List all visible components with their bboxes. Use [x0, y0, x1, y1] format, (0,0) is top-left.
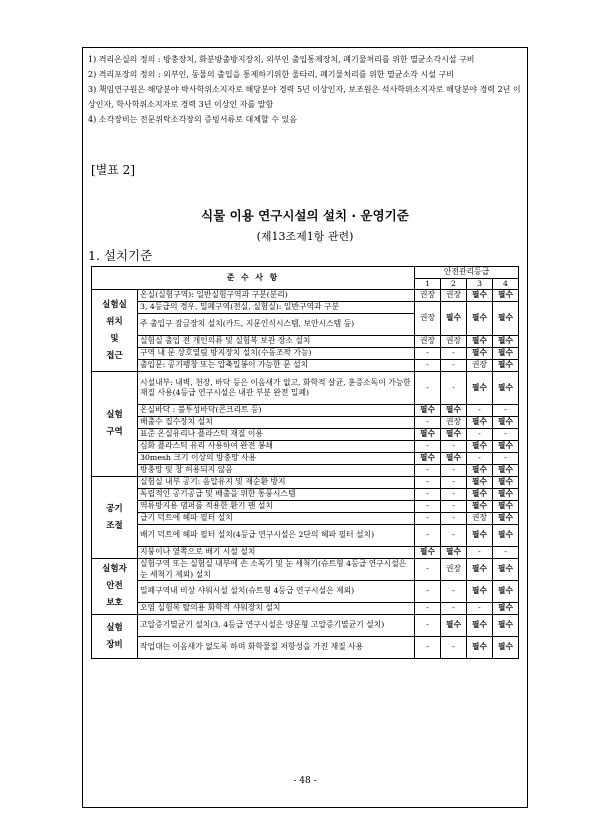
document-subtitle: (제13조제1항 관련): [256, 230, 354, 243]
page-number: - 48 -: [293, 776, 317, 786]
level-1-cell: -: [415, 489, 441, 501]
level-2-cell: -: [441, 465, 467, 477]
level-3-cell: 필수: [467, 348, 493, 360]
level-3-cell: -: [467, 547, 493, 559]
table-row: [92, 453, 519, 465]
level-2-cell: 필수: [441, 302, 467, 336]
level-1-cell: -: [415, 581, 441, 603]
table-row: [92, 417, 519, 429]
level-1-cell: 필수: [415, 547, 441, 559]
level-3-cell: 필수: [467, 581, 493, 603]
level-1-cell: -: [415, 615, 441, 637]
level-3-cell: 필수: [467, 559, 493, 581]
level-3-cell: 필수: [467, 637, 493, 659]
requirement-cell: 방충망 및 창 허용되지 않음: [138, 465, 415, 477]
level-2-cell: 권장: [441, 559, 467, 581]
standards-table: [91, 266, 519, 659]
level-1-cell: 권장: [415, 290, 441, 302]
level-2-cell: -: [441, 513, 467, 525]
category-cell: 실험자 안전 보호: [92, 559, 138, 615]
level-4-cell: 필수: [493, 372, 519, 405]
category-cell: 실험 구역: [92, 372, 138, 477]
level-1-cell: -: [415, 501, 441, 513]
level-4-cell: 필수: [493, 525, 519, 547]
level-1-cell: 필수: [415, 405, 441, 417]
requirement-cell: 구역 내 문 상호열림 방지장치 설치(수동조작 가능): [138, 348, 415, 360]
table-row: [92, 405, 519, 417]
level-1-cell: -: [415, 372, 441, 405]
level-3-cell: -: [467, 429, 493, 441]
footnote: 2) 격리포장의 정의 : 외부인, 동물의 출입을 통제하기위한 울타리, 폐기물처리를 위한 멸균소각 시설 구비: [88, 70, 454, 79]
header-level-3: 3: [467, 278, 493, 290]
level-3-cell: 필수: [467, 372, 493, 405]
table-body: [92, 290, 519, 659]
level-3-cell: -: [467, 603, 493, 615]
level-4-cell: 필수: [493, 465, 519, 477]
requirement-cell: 출입문: 공기팽창 또는 압축밀봉이 가능한 문 설치: [138, 360, 415, 372]
level-3-cell: 필수: [467, 525, 493, 547]
level-4-cell: 필수: [493, 441, 519, 453]
table-row: [92, 489, 519, 501]
table-row: [92, 501, 519, 513]
requirement-cell: 오염 실험복 탈의용 화학적 샤워장치 설치: [138, 603, 415, 615]
requirement-cell: 급기 덕트에 헤파 필터 설치: [138, 513, 415, 525]
level-1-cell: -: [415, 477, 441, 489]
table-row: [92, 441, 519, 453]
level-4-cell: 필수: [493, 348, 519, 360]
level-1-cell: -: [415, 348, 441, 360]
requirement-cell: 지붕이나 옆쪽으로 배기 시설 설치: [138, 547, 415, 559]
level-3-cell: 필수: [467, 290, 493, 302]
requirement-cell: 시설내부: 내벽, 천장, 바닥 등은 이음새가 없고, 화학적 살균, 훈증소독이 가능한 재질 사용(4등급 연구시설은 내관 부분 완전 밀폐): [138, 372, 415, 405]
level-4-cell: 필수: [493, 477, 519, 489]
table-row: [92, 372, 519, 405]
annex-label: [별표 2]: [91, 163, 135, 177]
level-2-cell: -: [441, 360, 467, 372]
footnote: 1) 격리온실의 정의 : 방충장치, 화분방출방지장치, 외부인 출입통제장치, 폐기물처리를 위한 멸균소각시설 구비: [88, 55, 475, 64]
level-1-cell: 권장: [415, 302, 441, 336]
header-level-4: 4: [493, 278, 519, 290]
level-4-cell: 필수: [493, 513, 519, 525]
level-4-cell: -: [493, 429, 519, 441]
level-1-cell: 권장: [415, 336, 441, 348]
level-4-cell: 필수: [493, 581, 519, 603]
level-2-cell: 권장: [441, 417, 467, 429]
requirement-cell: 배기 덕트에 헤파 필터 설치(4등급 연구시설은 2단의 헤파 필터 설치): [138, 525, 415, 547]
level-2-cell: 권장: [441, 290, 467, 302]
level-3-cell: 필수: [467, 477, 493, 489]
level-1-cell: -: [415, 465, 441, 477]
table-row: [92, 603, 519, 615]
requirement-cell: 실험실 출입 전 개인의류 및 실험복 보관 장소 설치: [138, 336, 415, 348]
table-row: [92, 513, 519, 525]
requirement-cell: 고압증기멸균기 설치(3, 4등급 연구시설은 양문형 고압증기멸균기 설치): [138, 615, 415, 637]
requirement-cell: 작업대는 이음새가 없도록 하며 화학물질 저항성을 가진 재질 사용: [138, 637, 415, 659]
level-2-cell: 필수: [441, 405, 467, 417]
level-1-cell: 필수: [415, 429, 441, 441]
level-4-cell: 필수: [493, 360, 519, 372]
level-3-cell: 권장: [467, 360, 493, 372]
level-4-cell: 필수: [493, 336, 519, 348]
requirement-cell: 역류방지용 댐퍼를 적용한 환기 팬 설치: [138, 501, 415, 513]
table-row: [92, 637, 519, 659]
level-2-cell: -: [441, 501, 467, 513]
level-2-cell: 권장: [441, 336, 467, 348]
requirement-cell: 3, 4등급의 경우, 밀폐구역(전실, 실험실): 일반구역과 구분: [138, 302, 415, 314]
category-cell: 공기 조절: [92, 477, 138, 559]
requirement-cell: 온실바닥 : 불투성바닥(콘크리트 등): [138, 405, 415, 417]
table-row: [92, 465, 519, 477]
table-row: [92, 477, 519, 489]
table-row: [92, 429, 519, 441]
level-1-cell: -: [415, 513, 441, 525]
level-3-cell: 필수: [467, 336, 493, 348]
level-3-cell: 필수: [467, 465, 493, 477]
level-4-cell: 필수: [493, 603, 519, 615]
requirement-cell: 실험구역 또는 실험실 내부에 손 소독기 및 눈 세척기(슈트형 4등급 연구시설은 눈 세척기 제외) 설치: [138, 559, 415, 581]
level-4-cell: -: [493, 453, 519, 465]
level-2-cell: 필수: [441, 547, 467, 559]
level-2-cell: -: [441, 372, 467, 405]
level-3-cell: 필수: [467, 501, 493, 513]
level-3-cell: 필수: [467, 417, 493, 429]
level-3-cell: 필수: [467, 441, 493, 453]
level-2-cell: -: [441, 348, 467, 360]
level-3-cell: -: [467, 453, 493, 465]
level-2-cell: -: [441, 603, 467, 615]
table-row: [92, 348, 519, 360]
table-row: [92, 581, 519, 603]
header-compliance: 준 수 사 항: [92, 267, 415, 290]
level-2-cell: -: [441, 477, 467, 489]
table-row: [92, 290, 519, 302]
level-2-cell: 필수: [441, 615, 467, 637]
requirement-cell: 밀폐구역내 비상 샤워시설 설치(슈트형 4등급 연구시설은 제외): [138, 581, 415, 603]
table-row: [92, 559, 519, 581]
level-4-cell: 필수: [493, 615, 519, 637]
requirement-cell: 온실(실험구역): 일반실험구역과 구분(분리): [138, 290, 415, 302]
level-1-cell: -: [415, 360, 441, 372]
level-3-cell: 필수: [467, 615, 493, 637]
level-1-cell: -: [415, 441, 441, 453]
level-4-cell: 필수: [493, 637, 519, 659]
table-row: [92, 615, 519, 637]
requirement-cell: 심화 플라스틱 유리 사용하여 완전 봉쇄: [138, 441, 415, 453]
category-cell: 실험 장비: [92, 615, 138, 659]
level-4-cell: 필수: [493, 559, 519, 581]
level-4-cell: -: [493, 547, 519, 559]
footnote: 4) 소각장비는 전문위탁소각장의 증빙서류로 대체할 수 있음: [88, 115, 297, 124]
level-2-cell: -: [441, 525, 467, 547]
requirement-cell: 실험실 내부 공기: 음압유지 및 재순환 방지: [138, 477, 415, 489]
category-cell: 실험실 위치 및 접근: [92, 290, 138, 372]
level-3-cell: 필수: [467, 489, 493, 501]
level-1-cell: -: [415, 417, 441, 429]
table-row: [92, 547, 519, 559]
level-1-cell: 필수: [415, 453, 441, 465]
level-2-cell: 필수: [441, 453, 467, 465]
level-2-cell: -: [441, 637, 467, 659]
level-4-cell: -: [493, 405, 519, 417]
header-safety-level: 안전관리등급: [415, 267, 519, 279]
level-3-cell: -: [467, 405, 493, 417]
level-1-cell: -: [415, 559, 441, 581]
level-4-cell: 필수: [493, 501, 519, 513]
level-1-cell: -: [415, 603, 441, 615]
level-2-cell: 필수: [441, 429, 467, 441]
level-2-cell: -: [441, 441, 467, 453]
requirement-cell: 30mesh 크기 이상의 방충망 사용: [138, 453, 415, 465]
document-title: 식물 이용 연구시설의 설치 · 운영기준: [201, 208, 409, 223]
header-level-2: 2: [441, 278, 467, 290]
level-2-cell: -: [441, 581, 467, 603]
level-1-cell: -: [415, 525, 441, 547]
section-title: 1. 설치기준: [88, 248, 153, 263]
header-level-1: 1: [415, 278, 441, 290]
footnotes: [88, 52, 524, 127]
level-1-cell: -: [415, 637, 441, 659]
level-3-cell: 필수: [467, 302, 493, 336]
level-4-cell: 필수: [493, 302, 519, 336]
level-2-cell: -: [441, 489, 467, 501]
requirement-cell: 주 출입구 잠금장치 설치(카드, 지문인식시스템, 보안시스템 등): [138, 314, 415, 336]
level-4-cell: 필수: [493, 417, 519, 429]
table-row: [92, 336, 519, 348]
table-row: [92, 302, 519, 314]
requirement-cell: 표준 온실유리나 플라스틱 재질 이용: [138, 429, 415, 441]
level-4-cell: 필수: [493, 489, 519, 501]
requirement-cell: 배출수 집수장치 설치: [138, 417, 415, 429]
level-4-cell: 필수: [493, 290, 519, 302]
requirement-cell: 독립적인 공기공급 및 배출을 위한 통풍시스템: [138, 489, 415, 501]
footnote: 3) 책임연구원은 해당분야 박사학위소지자로 해당분야 경력 5년 이상인자, 보조원은 석사학위소지자로 해당분야 경력 2년 이상인자, 학사학위소지자로 경력 3년 이상인 자를 말함: [88, 85, 521, 109]
table-row: [92, 360, 519, 372]
level-3-cell: 권장: [467, 513, 493, 525]
table-row: [92, 525, 519, 547]
